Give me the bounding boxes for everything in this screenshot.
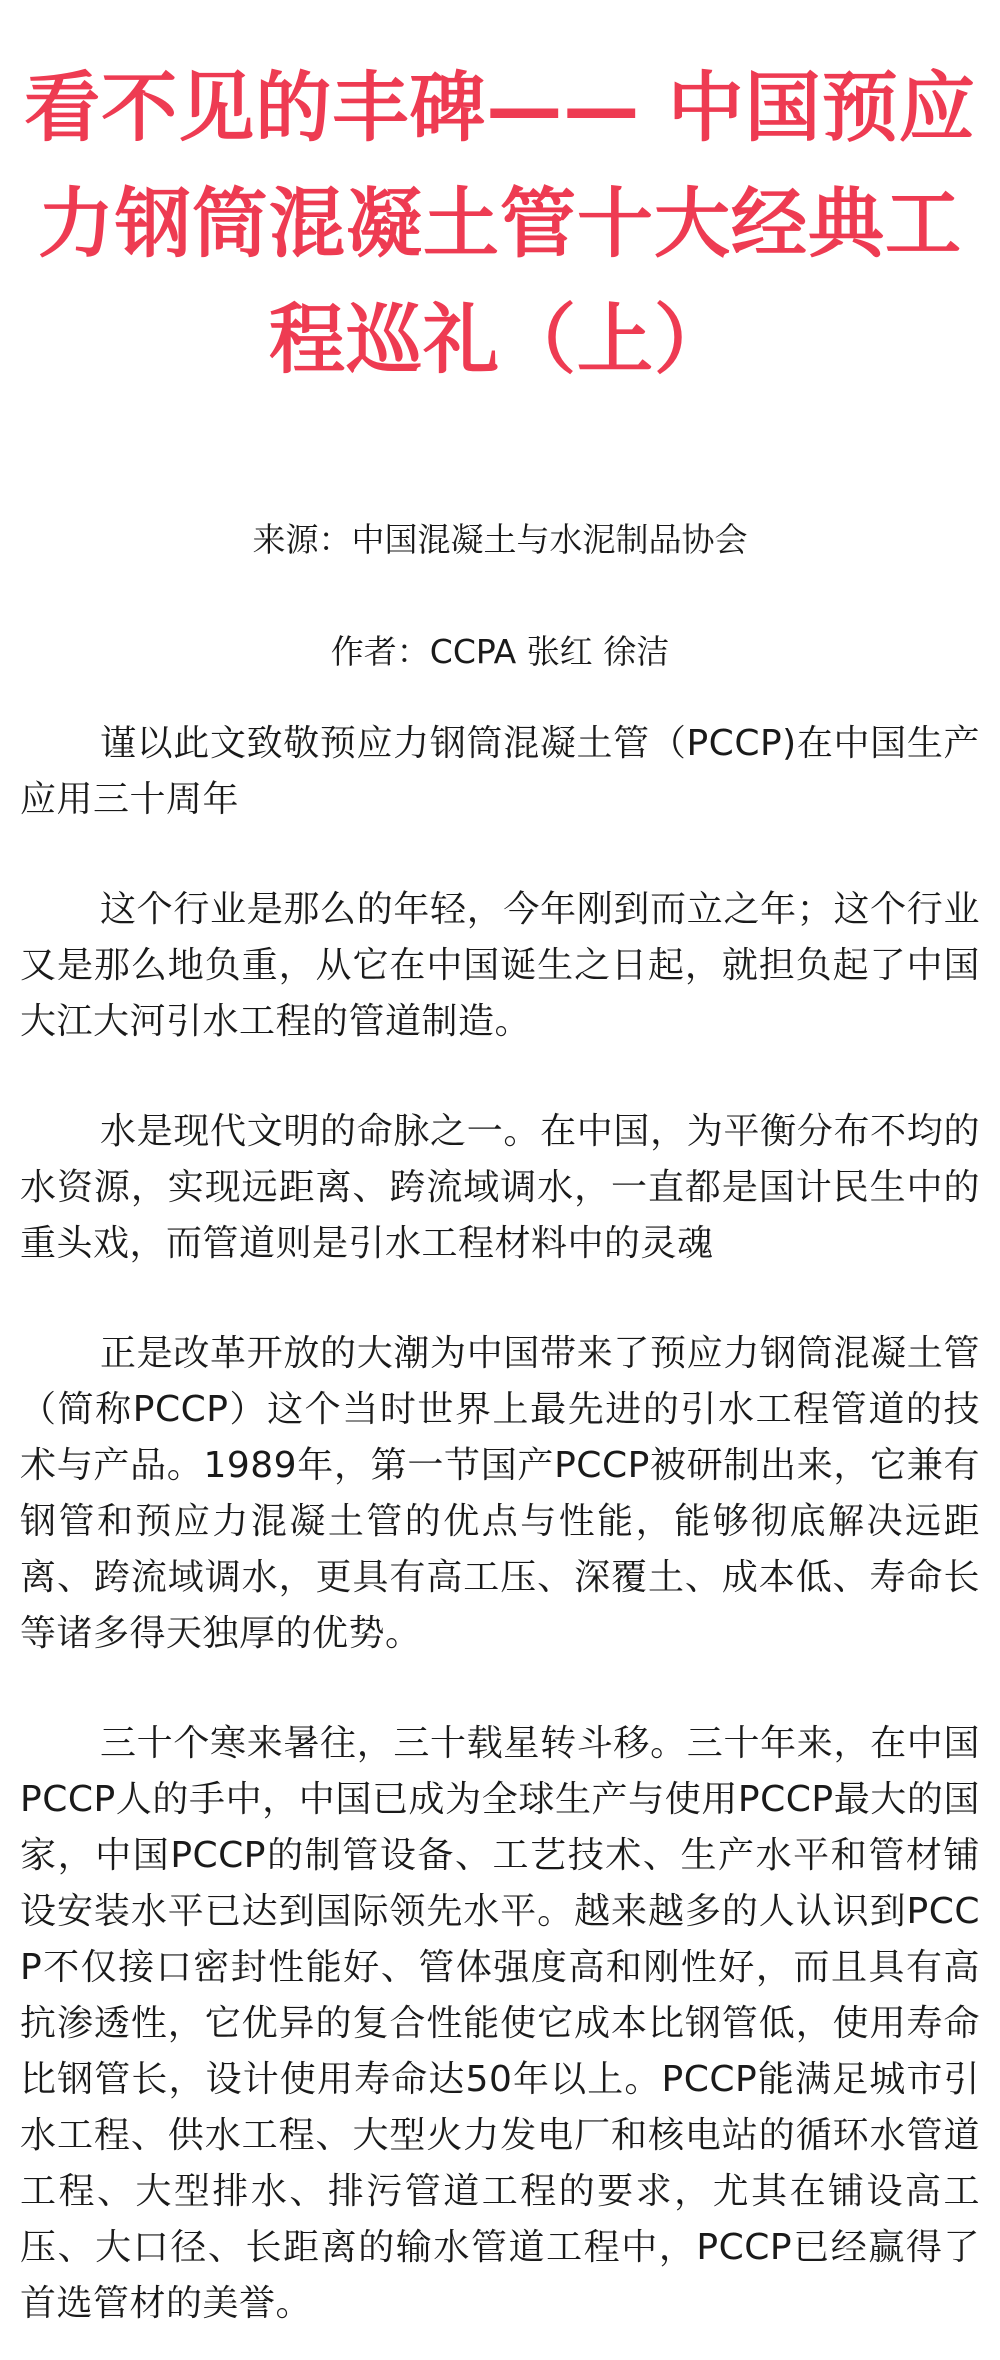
article-paragraph: 这个行业是那么的年轻，今年刚到而立之年；这个行业又是那么地负重，从它在中国诞生之日起，就担负起了中国大江大河引水工程的管道制造。 bbox=[20, 889, 980, 1042]
article-paragraph: 谨以此文致敬预应力钢筒混凝土管（PCCP)在中国生产应用三十周年 bbox=[20, 723, 980, 820]
article-paragraph: 三十个寒来暑往，三十载星转斗移。三十年来，在中国PCCP人的手中，中国已成为全球生产与使用PCCP最大的国家，中国PCCP的制管设备、工艺技术、生产水平和管材铺设安装水平已达到国际领先水平。越来越多的人认识到PCCP不仅接口密封性能好、管体强度高和刚性好，而且具有高抗渗透性，它优异的复合性能使它成本比钢管低，使用寿命比钢管长，设计使用寿命达50年以上。PCCP能满足城市引水工程、供水工程、大型火力发电厂和核电站的循环水管道工程、大型排水、排污管道工程的要求，尤其在铺设高工压、大口径、长距离的输水管道工程中，PCCP已经赢得了首选管材的美誉。 bbox=[20, 1723, 980, 2324]
article-paragraph: 水是现代文明的命脉之一。在中国，为平衡分布不均的水资源，实现远距离、跨流域调水，一直都是国计民生中的重头戏，而管道则是引水工程材料中的灵魂 bbox=[20, 1111, 980, 1264]
article-body bbox=[20, 716, 980, 2332]
article-title: 看不见的丰碑—— 中国预应力钢筒混凝土管十大经典工程巡礼（上） bbox=[24, 63, 976, 384]
article-source: 来源：中国混凝土与水泥制品协会 bbox=[252, 520, 748, 559]
article-author: 作者：CCPA 张红 徐洁 bbox=[330, 632, 670, 671]
article-paragraph: 正是改革开放的大潮为中国带来了预应力钢筒混凝土管（简称PCCP）这个当时世界上最先进的引水工程管道的技术与产品。1989年，第一节国产PCCP被研制出来，它兼有钢管和预应力混凝土管的优点与性能，能够彻底解决远距离、跨流域调水，更具有高工压、深覆土、成本低、寿命长等诸多得天独厚的优势。 bbox=[20, 1333, 980, 1654]
